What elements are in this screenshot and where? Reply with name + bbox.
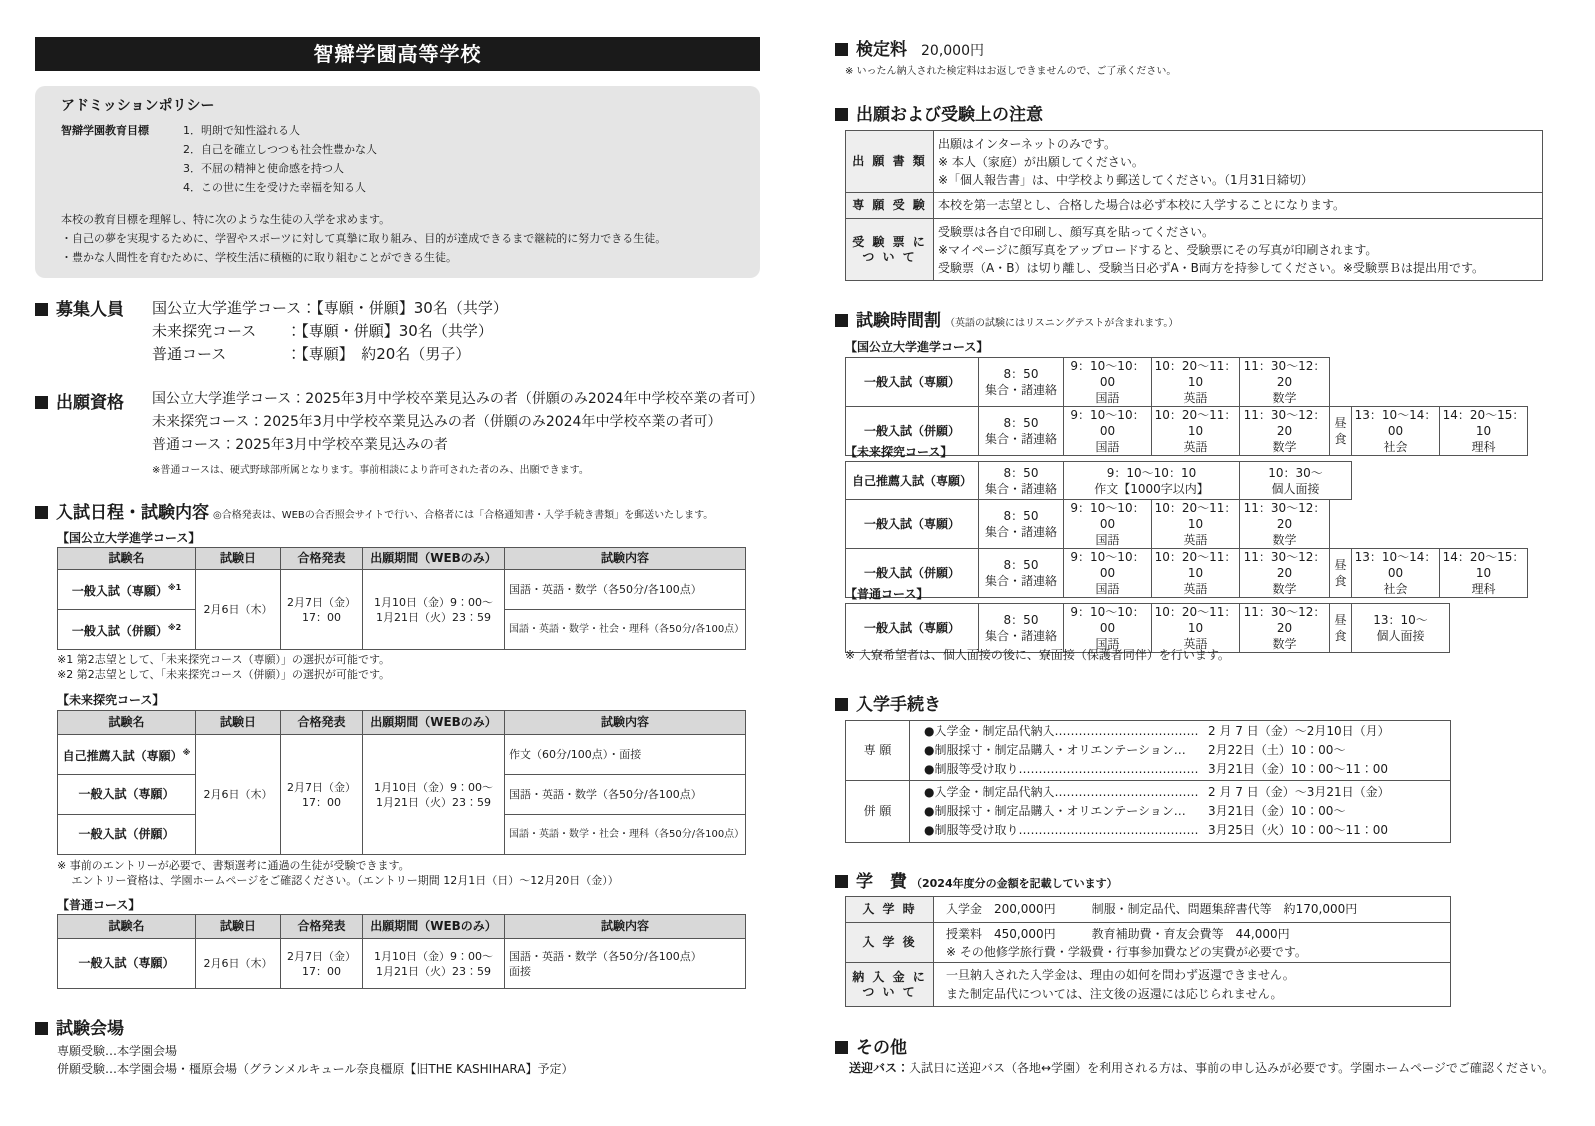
fee-note: ※ いったん納入された検定料はお返しできませんので、ご了承ください。 — [845, 66, 1177, 77]
tt-exam-name: 一般入試（併願） — [846, 549, 979, 598]
exam-content: 国語・英語・数学（各50分/各100点） — [505, 570, 746, 610]
tt-exam-name: 一般入試（併願） — [846, 407, 979, 456]
application-period: 1月10日（金）9：00〜 1月21日（火）23：59 — [363, 735, 505, 855]
tt-slot: 10：20〜11：10 英語 — [1152, 407, 1240, 456]
qualification-row: 未来探究コース：2025年3月中学校卒業見込みの者（併願のみ2024年中学校卒業の者可） — [152, 414, 722, 430]
qualification-row: 普通コース：2025年3月中学校卒業見込みの者 — [152, 437, 448, 453]
tt-lunch: 昼 食 — [1330, 407, 1352, 456]
tuition-label: 入 学 時 — [846, 897, 934, 923]
procedure-items: ●入学金・制定品代納入……………………………… 2 月 7 日（金）〜3月21日（金） ●制服採寸・制定品購入・オリエンテーション… 3月21日（金）10：00〜 ●制服等受け取り……………………………………… 3月25日（火）10：00〜11：00 — [910, 781, 1451, 843]
procedure-table — [845, 720, 1451, 843]
header-announce: 合格発表 — [281, 915, 363, 939]
header-content: 試験内容 — [505, 548, 746, 570]
course1-label: 【国公立大学進学コース】 — [57, 531, 201, 545]
exam-name: 一般入試（専願） — [58, 939, 196, 989]
header-exam-name: 試験名 — [58, 915, 196, 939]
tt-slot: 14：20〜15：10 理科 — [1440, 549, 1528, 598]
tt-exam-name: 一般入試（専願） — [846, 500, 979, 549]
exam-content: 国語・英語・数学（各50分/各100点） — [505, 775, 746, 815]
exam-content: 国語・英語・数学・社会・理科（各50分/各100点） — [505, 815, 746, 855]
exam-date: 2月6日（木） — [196, 939, 281, 989]
recruitment-row: 国公立大学進学コース：【専願・併願】30名（共学） — [152, 299, 508, 317]
other-heading: その他 — [835, 1033, 907, 1058]
header-announce: 合格発表 — [281, 711, 363, 735]
tt-exam-name: 一般入試（専願） — [846, 358, 979, 407]
bus-info: 送迎バス：入試日に送迎バス（各地↔学園）を利用される方は、事前の申し込みが必要です。学園ホームページでご確認ください。 — [849, 1061, 1554, 1075]
admission-policy-box — [35, 86, 760, 278]
tt-slot: 10：30〜 個人面接 — [1240, 462, 1352, 500]
header-exam-date: 試験日 — [196, 548, 281, 570]
fee-amount: 20,000円 — [921, 43, 984, 59]
tuition-note: （2024年度分の金額を記載しています） — [911, 877, 1118, 890]
tt-slot: 14：20〜15：10 理科 — [1440, 407, 1528, 456]
tt-slot: 11：30〜12：20 数学 — [1240, 407, 1330, 456]
venue-heading: 試験会場 — [35, 1014, 124, 1039]
course1-notes: ※1 第2志望として、「未来探究コース（専願）」の選択が可能です。 ※2 第2志望として、「未来探究コース（併願）」の選択が可能です。 — [57, 653, 391, 681]
tt-slot: 10：20〜11：10 英語 — [1152, 549, 1240, 598]
tt-course3-label: 【普通コース】 — [845, 587, 929, 601]
header-exam-date: 試験日 — [196, 711, 281, 735]
application-period: 1月10日（金）9：00〜 1月21日（火）23：59 — [363, 939, 505, 989]
header-announce: 合格発表 — [281, 548, 363, 570]
course3-label: 【普通コース】 — [57, 898, 141, 912]
caution-label: 出 願 書 類 — [846, 131, 934, 193]
dorm-note: ※ 入寮希望者は、個人面接の後に、寮面接（保護者同伴）を行います。 — [845, 648, 1230, 662]
course1-schedule-table — [57, 547, 746, 650]
application-period: 1月10日（金）9：00〜 1月21日（火）23：59 — [363, 570, 505, 650]
goal-item: 2．自己を確立しつつも社会性豊かな人 — [183, 143, 377, 156]
tt-course1-label: 【国公立大学進学コース】 — [845, 340, 989, 354]
exam-name: 一般入試（専願）$^{※1}$ — [58, 570, 196, 610]
announce-date: 2月7日（金） 17：00 — [281, 735, 363, 855]
timetable-note: （英語の試験にはリスニングテストが含まれます。） — [945, 318, 1179, 329]
exam-name: 一般入試（併願）$^{※2}$ — [58, 610, 196, 650]
tt-slot: 11：30〜12：20 数学 — [1240, 604, 1330, 653]
goal-label: 智辯学園教育目標 — [61, 124, 149, 137]
caution-table — [845, 130, 1543, 281]
tt-slot: 11：30〜12：20 数学 — [1240, 500, 1330, 549]
tt-slot: 9：10〜10：00 国語 — [1064, 358, 1152, 407]
exam-name: 自己推薦入試（専願）※ — [58, 735, 196, 775]
caution-content: 出願はインターネットのみです。 ※ 本人（家庭）が出願してください。 ※「個人報告書」は、中学校より郵送してください。（1月31日締切） — [934, 131, 1543, 193]
tt-slot: 9：10〜10：00 国語 — [1064, 604, 1152, 653]
qualification-heading: 出願資格 — [35, 388, 124, 413]
caution-content: 受験票は各自で印刷し、顔写真を貼ってください。 ※マイページに顔写真をアップロードすると、受験票にその写真が印刷されます。 受験票（A・B）は切り離し、受験当日必ずA・B両方を持参してください。※受験票Ｂは提出用です。 — [934, 219, 1543, 281]
tt-slot: 9：10〜10：00 国語 — [1064, 407, 1152, 456]
tt-meet: 8：50 集合・諸連絡 — [979, 500, 1064, 549]
recruitment-row: 普通コース ：【専願】 約20名（男子） — [152, 345, 471, 363]
tuition-table — [845, 896, 1451, 1007]
qualification-row: 国公立大学進学コース：2025年3月中学校卒業見込みの者（併願のみ2024年中学校卒業の者可） — [152, 391, 764, 407]
caution-label: 受 験 票 に つ い て — [846, 219, 934, 281]
qualification-note: ※普通コースは、硬式野球部所属となります。事前相談により許可された者のみ、出願できます。 — [152, 465, 589, 476]
header-period: 出願期間（WEBのみ） — [363, 548, 505, 570]
schedule-heading: 入試日程・試験内容 ◎合格発表は、WEBの合否照会サイトで行い、合格者には「合格通知書・入学手続き書類」を郵送いたします。 — [35, 498, 713, 523]
tt-exam-name: 自己推薦入試（専願） — [846, 462, 979, 500]
header-exam-name: 試験名 — [58, 711, 196, 735]
header-exam-date: 試験日 — [196, 915, 281, 939]
tt-meet: 8：50 集合・諸連絡 — [979, 462, 1064, 500]
tt-slot: 9：10〜10：10 作文【1000字以内】 — [1064, 462, 1240, 500]
procedure-heading: 入学手続き — [835, 690, 941, 715]
tt-slot: 13：10〜 個人面接 — [1352, 604, 1450, 653]
recruitment-row: 未来探究コース ：【専願・併願】30名（共学） — [152, 322, 493, 340]
announce-date: 2月7日（金） 17：00 — [281, 570, 363, 650]
tt-slot: 9：10〜10：00 国語 — [1064, 549, 1152, 598]
school-title-bar: 智辯学園高等学校 — [35, 37, 760, 71]
tuition-content: 授業料 450,000円 教育補助費・育友会費等 44,000円 ※ その他修学旅行費・学級費・行事参加費などの実費が必要です。 — [934, 923, 1451, 963]
header-exam-name: 試験名 — [58, 548, 196, 570]
exam-date: 2月6日（木） — [196, 570, 281, 650]
header-content: 試験内容 — [505, 915, 746, 939]
procedure-label: 専 願 — [846, 721, 910, 781]
recruitment-heading: 募集人員 — [35, 295, 124, 320]
venue-row: 併願受験…本学園会場・橿原会場（グランメルキュール奈良橿原【旧THE KASHIHARA】予定） — [57, 1062, 574, 1076]
tt-slot: 9：10〜10：00 国語 — [1064, 500, 1152, 549]
tt-meet: 8：50 集合・諸連絡 — [979, 604, 1064, 653]
tt-slot: 10：20〜11：10 英語 — [1152, 358, 1240, 407]
exam-date: 2月6日（木） — [196, 735, 281, 855]
exam-name: 一般入試（専願） — [58, 775, 196, 815]
tt-exam-name: 一般入試（専願） — [846, 604, 979, 653]
tt-slot: 11：30〜12：20 数学 — [1240, 358, 1330, 407]
schedule-note: ◎合格発表は、WEBの合否照会サイトで行い、合格者には「合格通知書・入学手続き書類」を郵送いたします。 — [213, 510, 714, 521]
timetable-course2 — [845, 461, 1528, 598]
tuition-label: 納 入 金 に つ い て — [846, 963, 934, 1007]
header-content: 試験内容 — [505, 711, 746, 735]
recruitment-rows — [152, 297, 508, 366]
venue-row: 専願受験…本学園会場 — [57, 1044, 178, 1058]
exam-content: 国語・英語・数学・社会・理科（各50分/各100点） — [505, 610, 746, 650]
header-period: 出願期間（WEBのみ） — [363, 915, 505, 939]
caution-heading: 出願および受験上の注意 — [835, 100, 1043, 125]
qualification-rows — [152, 388, 763, 457]
policy-item: ・豊かな人間性を育むために、学校生活に積極的に取り組むことができる生徒。 — [61, 251, 457, 264]
education-goals — [61, 121, 734, 197]
announce-date: 2月7日（金） 17：00 — [281, 939, 363, 989]
header-period: 出願期間（WEBのみ） — [363, 711, 505, 735]
timetable-heading: 試験時間割 （英語の試験にはリスニングテストが含まれます。） — [835, 306, 1178, 331]
tt-lunch: 昼 食 — [1330, 549, 1352, 598]
tt-slot: 13：10〜14：00 社会 — [1352, 549, 1440, 598]
tt-slot: 10：20〜11：10 英語 — [1152, 604, 1240, 653]
caution-content: 本校を第一志望とし、合格した場合は必ず本校に入学することになります。 — [934, 193, 1543, 219]
tt-meet: 8：50 集合・諸連絡 — [979, 549, 1064, 598]
tuition-label: 入 学 後 — [846, 923, 934, 963]
timetable-course3 — [845, 603, 1450, 653]
exam-name: 一般入試（併願） — [58, 815, 196, 855]
tuition-heading: 学 費 （2024年度分の金額を記載しています） — [835, 867, 1118, 892]
tt-lunch: 昼 食 — [1330, 604, 1352, 653]
goal-item: 4．この世に生を受けた幸福を知る人 — [183, 181, 366, 194]
course2-label: 【未来探究コース】 — [57, 693, 165, 707]
tuition-content: 入学金 200,000円 制服・制定品代、問題集辞書代等 約170,000円 — [934, 897, 1451, 923]
venue-rows — [57, 1042, 574, 1078]
tt-meet: 8：50 集合・諸連絡 — [979, 407, 1064, 456]
fee-heading: 検定料 20,000円 — [835, 35, 984, 60]
tt-course2-label: 【未来探究コース】 — [845, 445, 953, 459]
admission-policy-title: アドミッションポリシー — [61, 98, 215, 114]
timetable-course1 — [845, 357, 1528, 456]
course3-schedule-table — [57, 914, 746, 989]
tt-slot: 13：10〜14：00 社会 — [1352, 407, 1440, 456]
exam-content: 国語・英語・数学（各50分/各100点） 面接 — [505, 939, 746, 989]
tt-meet: 8：50 集合・諸連絡 — [979, 358, 1064, 407]
course2-notes: ※ 事前のエントリーが必要で、書類選考に通過の生徒が受験できます。 エントリー資格は、学園ホームページをご確認ください。（エントリー期間 12月1日（日）〜12月20日（金）） — [57, 859, 619, 887]
exam-content: 作文（60分/100点）・面接 — [505, 735, 746, 775]
tt-slot: 11：30〜12：20 数学 — [1240, 549, 1330, 598]
policy-intro: 本校の教育目標を理解し、特に次のような生徒の入学を求めます。 — [61, 213, 391, 226]
policy-item: ・自己の夢を実現するために、学習やスポーツに対して真摯に取り組み、目的が達成できるまで継続的に努力できる生徒。 — [61, 232, 667, 245]
tuition-content: 一旦納入された入学金は、理由の如何を問わず返還できません。 また制定品代については、注文後の返還には応じられません。 — [934, 963, 1451, 1007]
procedure-label: 併 願 — [846, 781, 910, 843]
goal-item: 3．不屈の精神と使命感を持つ人 — [183, 162, 344, 175]
procedure-items: ●入学金・制定品代納入……………………………… 2 月 7 日（金）〜2月10日（月） ●制服採寸・制定品購入・オリエンテーション… 2月22日（土）10：00〜 ●制服等受け取り……………………………………… 3月21日（金）10：00〜11：00 — [910, 721, 1451, 781]
caution-label: 専 願 受 験 — [846, 193, 934, 219]
course2-schedule-table — [57, 710, 746, 855]
tt-slot: 10：20〜11：10 英語 — [1152, 500, 1240, 549]
goal-item: 1．明朗で知性溢れる人 — [183, 124, 300, 137]
